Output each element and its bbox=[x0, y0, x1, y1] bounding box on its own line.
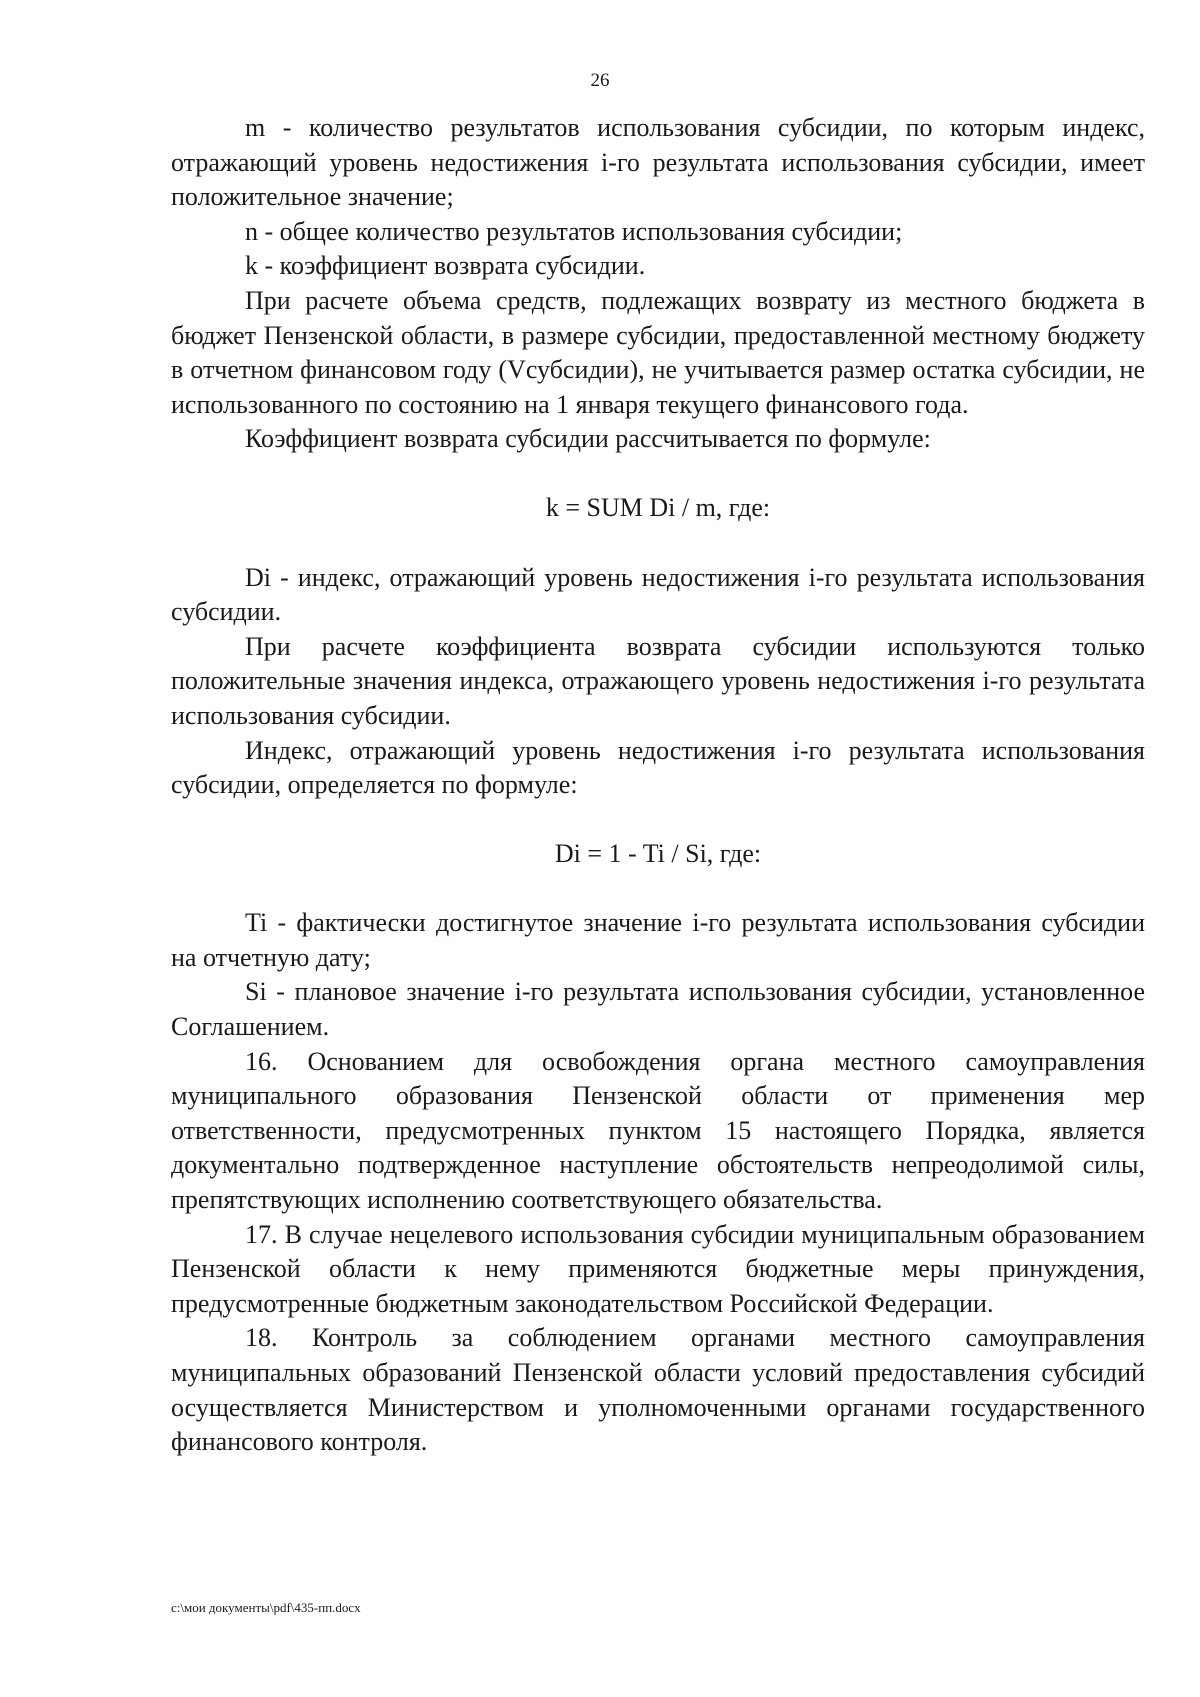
paragraph-index-intro: Индекс, отражающий уровень недостижения i-го результата использования субсидии, определяется по формуле: bbox=[171, 735, 1145, 800]
paragraph-m-definition: m - количество результатов использования субсидии, по которым индекс, отражающий уровень недостижения i-го результата использования субсидии, имеет положительное значение; bbox=[171, 113, 1145, 212]
paragraph-positive-values: При расчете коэффициента возврата субсидии используются только положительные значения индекса, отражающего уровень недостижения i-го результата использования субсидии. bbox=[171, 631, 1145, 730]
formula-k: k = SUM Di / m, где: bbox=[545, 492, 771, 522]
document-body bbox=[171, 111, 1145, 1460]
paragraph-coefficient-intro: Коэффициент возврата субсидии рассчитывается по формуле: bbox=[245, 424, 931, 454]
paragraph-calculation-note: При расчете объема средств, подлежащих возврату из местного бюджета в бюджет Пензенской области, в размере субсидии, предоставленной местному бюджету в отчетном финансовом году (Vсубсидии), не учитывается размер остатка субсидии, не использованного по состоянию на 1 января текущего финансового года. bbox=[171, 285, 1145, 419]
paragraph-di-definition: Di - индекс, отражающий уровень недостижения i-го результата использования субсидии. bbox=[171, 562, 1145, 627]
paragraph-si-definition: Si - плановое значение i-го результата использования субсидии, установленное Соглашением. bbox=[171, 977, 1145, 1042]
paragraph-n-definition: n - общее количество результатов использования субсидии; bbox=[245, 216, 903, 246]
page-number: 26 bbox=[590, 70, 610, 91]
formula-di: Di = 1 - Ti / Si, где: bbox=[554, 838, 762, 868]
paragraph-item-17: 17. В случае нецелевого использования субсидии муниципальным образованием Пензенской области к нему применяются бюджетные меры принуждения, предусмотренные бюджетным законодательством Российской Федерации. bbox=[171, 1219, 1145, 1318]
paragraph-k-definition: k - коэффициент возврата субсидии. bbox=[245, 251, 646, 281]
paragraph-item-16: 16. Основанием для освобождения органа местного самоуправления муниципального образования Пензенской области от применения мер ответственности, предусмотренных пунктом 15 настоящего Порядка, является документально подтвержденное наступление обстоятельств непреодолимой силы, препятствующих исполнению соответствующего обязательства. bbox=[171, 1046, 1145, 1215]
footer-file-path: c:\мои документы\pdf\435-пп.docx bbox=[171, 1600, 361, 1615]
paragraph-ti-definition: Ti - фактически достигнутое значение i-го результата использования субсидии на отчетную дату; bbox=[171, 908, 1145, 972]
paragraph-item-18: 18. Контроль за соблюдением органами местного самоуправления муниципальных образований Пензенской области условий предоставления субсидий осуществляется Министерством и уполномоченными органами государственного финансового контроля. bbox=[171, 1323, 1145, 1457]
